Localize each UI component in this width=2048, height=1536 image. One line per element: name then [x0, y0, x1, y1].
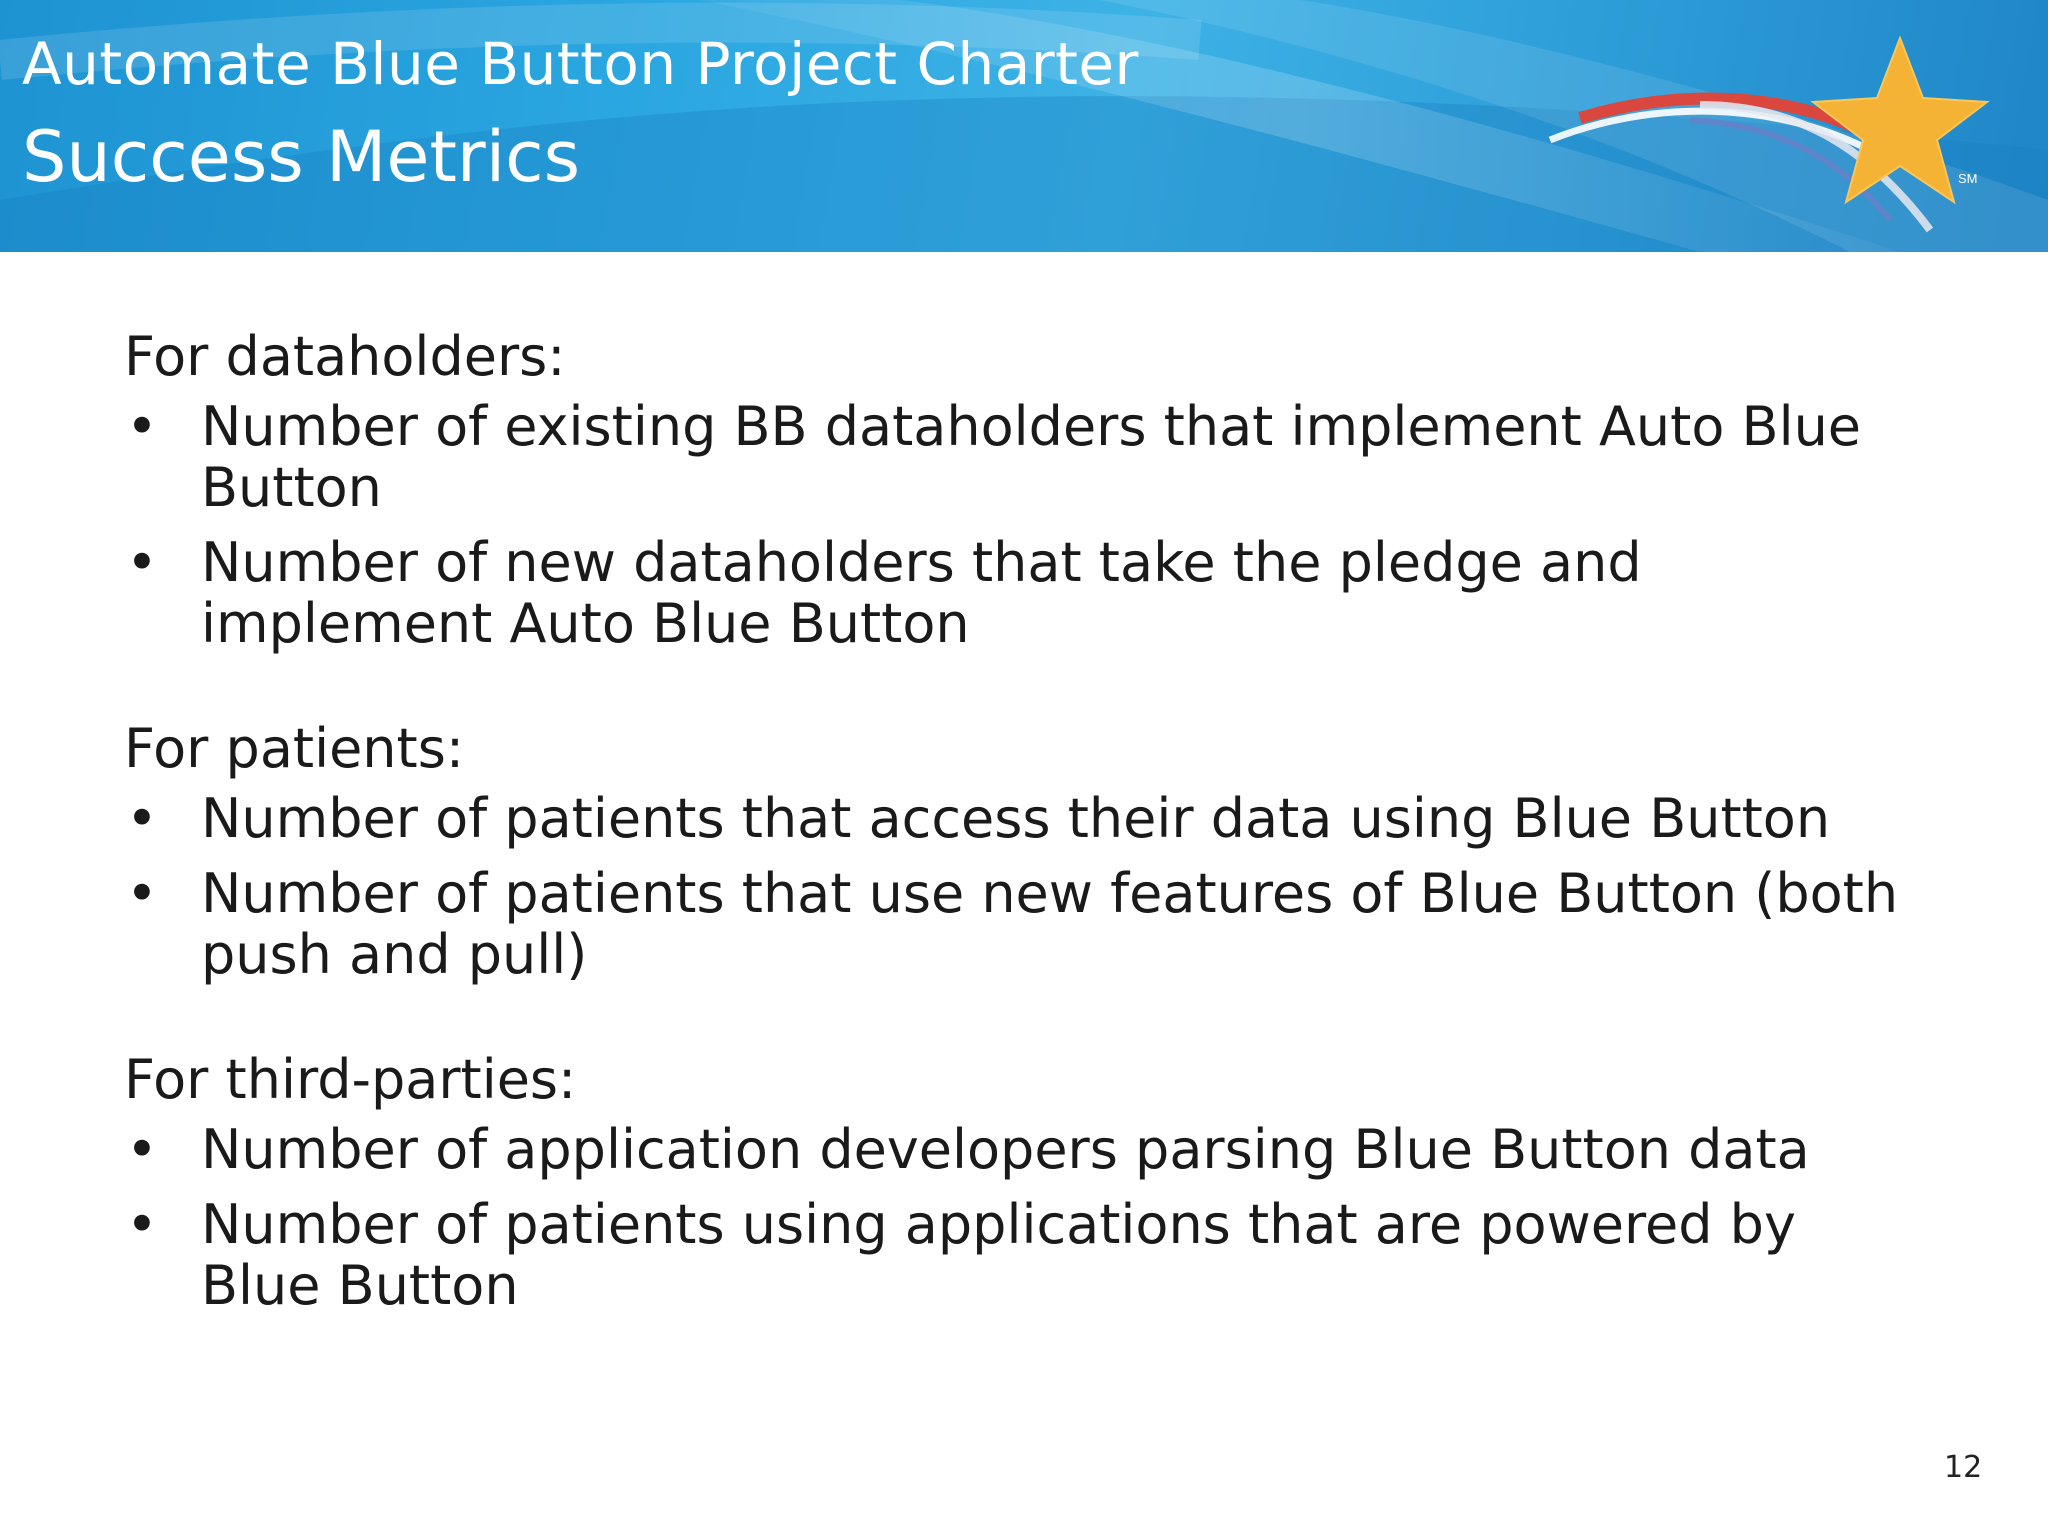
list-item	[124, 396, 1921, 518]
list-item	[124, 532, 1921, 654]
bullet-text: Number of application developers parsing Blue Button data	[201, 1118, 1810, 1181]
section-patients	[124, 714, 1924, 985]
bullet-text: Number of patients that access their data using Blue Button	[201, 787, 1831, 850]
section-third-parties	[124, 1045, 1924, 1316]
bullet-dot-icon: •	[126, 395, 158, 458]
bullet-dot-icon: •	[126, 787, 158, 850]
bullet-dot-icon: •	[126, 1118, 158, 1181]
blue-button-star-logo	[1540, 30, 2000, 240]
section-heading: For dataholders:	[124, 325, 566, 388]
list-item	[124, 863, 1921, 985]
bullet-dot-icon: •	[126, 531, 158, 594]
bullet-dot-icon: •	[126, 1193, 158, 1256]
header-banner	[0, 0, 2048, 252]
bullet-list	[124, 396, 1924, 654]
slide-body	[124, 322, 1924, 1376]
bullet-list	[124, 788, 1924, 985]
bullet-list	[124, 1119, 1924, 1316]
list-item	[124, 1194, 1921, 1316]
bullet-text: Number of new dataholders that take the pledge and implement Auto Blue Button	[201, 531, 1642, 655]
service-mark: SM	[1958, 171, 1978, 186]
list-item	[124, 1119, 1921, 1180]
bullet-text: Number of patients that use new features of Blue Button (both push and pull)	[201, 862, 1899, 986]
section-dataholders	[124, 322, 1924, 654]
slide-title: Success Metrics	[22, 116, 581, 198]
section-heading: For patients:	[124, 717, 465, 780]
deck-title: Automate Blue Button Project Charter	[22, 30, 1139, 98]
section-heading: For third-parties:	[124, 1048, 577, 1111]
list-item	[124, 788, 1921, 849]
bullet-text: Number of patients using applications that are powered by Blue Button	[201, 1193, 1796, 1317]
bullet-text: Number of existing BB dataholders that implement Auto Blue Button	[201, 395, 1862, 519]
bullet-dot-icon: •	[126, 862, 158, 925]
page-number: 12	[1944, 1450, 1983, 1485]
